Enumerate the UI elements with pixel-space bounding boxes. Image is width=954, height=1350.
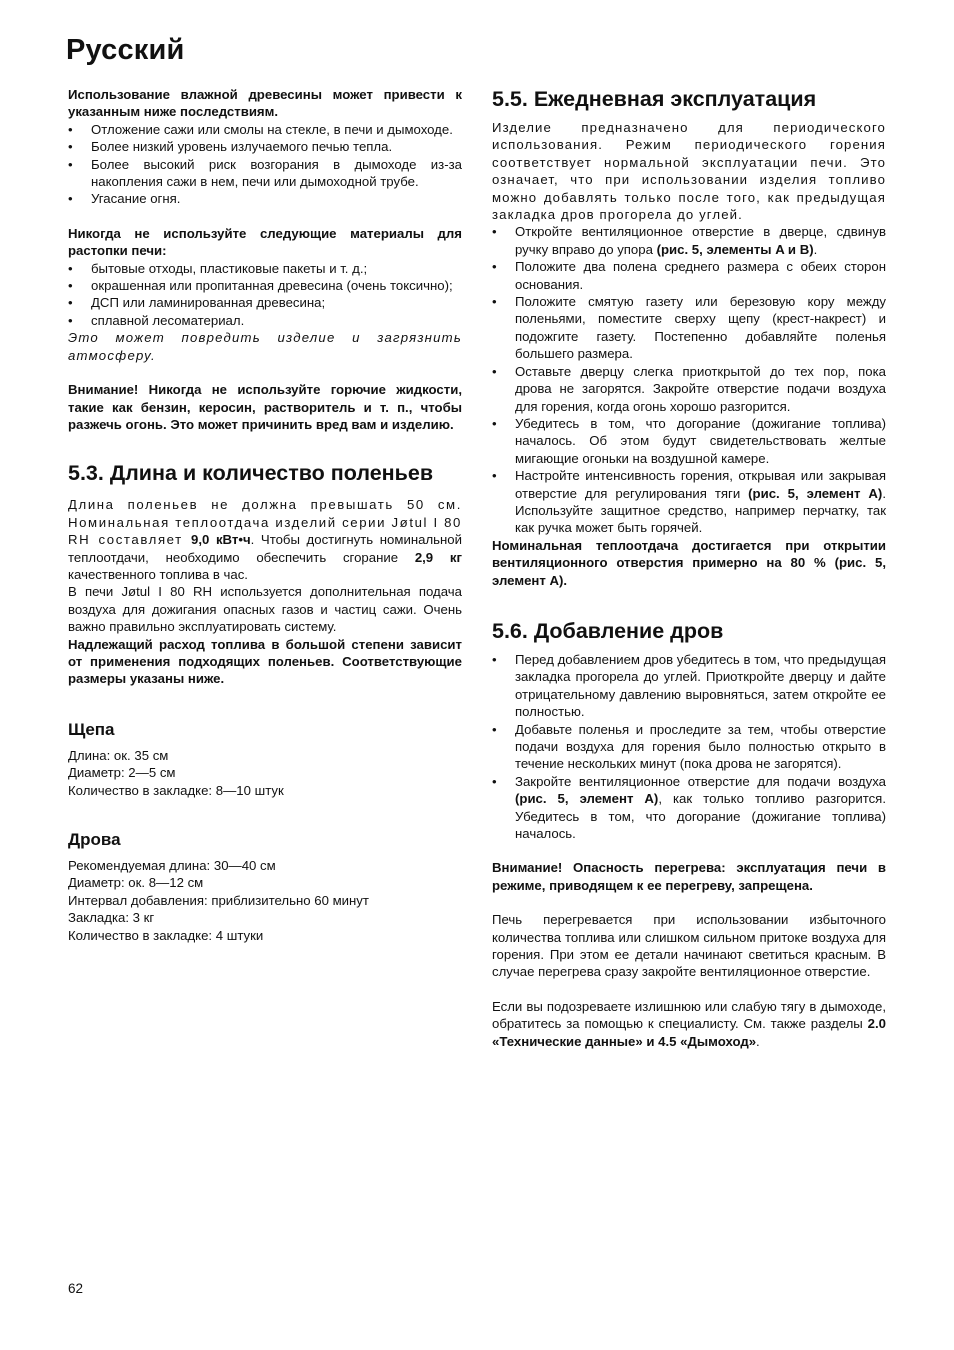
spec-line: Количество в закладке: 8—10 штук <box>68 782 284 798</box>
section-5-5-intro: Изделие предназначено для периодического использования. Режим периодического горения соответствует нормальной эксплуатации печи. Это означает, что при использовании изделия топливо можно добавлять только после того, как предыдущая закладка дров прогорела до углей. <box>492 120 886 223</box>
spec-line: Количество в закладке: 4 штуки <box>68 927 264 943</box>
list-item: • сплавной лесоматериал. <box>68 312 462 329</box>
list-item: • Более высокий риск возгорания в дымоходе из-за накопления сажи в нем, печи или дымоходной трубе. <box>68 156 462 191</box>
kindling-title: Щепа <box>68 719 115 739</box>
list-item: • Настройте интенсивность горения, открывая или закрывая отверстие для регулирования тяги (рис. 5, элемент A). Используйте защитное средство, например перчатку, так как ручка может быть горячей. <box>492 467 886 537</box>
spec-line: Интервал добавления: приблизительно 60 минут <box>68 892 369 908</box>
list-item: • Перед добавлением дров убедитесь в том, что предыдущая закладка прогорела до углей. Приоткройте дверцу и дайте отрицательному давлению выровняться, затем откройте ее полностью. <box>492 651 886 721</box>
list-item: • Положите смятую газету или березовую кору между поленьями, поместите сверху щепу (крест-накрест) и подожгите газету. Постепенно добавляйте поленья большего размера. <box>492 293 886 363</box>
wet-wood-list <box>68 121 462 208</box>
overheat-warning: Внимание! Опасность перегрева: эксплуатация печи в режиме, приводящем к ее перегреву, запрещена. <box>492 860 886 893</box>
section-5-6-list <box>492 651 886 842</box>
list-item: • Оставьте дверцу слегка приоткрытой до тех пор, пока дрова не загорятся. Закройте отверстие подачи воздуха для горения, когда огонь хорошо разгорится. <box>492 363 886 415</box>
list-item: • бытовые отходы, пластиковые пакеты и т. д.; <box>68 260 462 277</box>
chimney-draft-paragraph: Если вы подозреваете излишнюю или слабую тягу в дымоходе, обратитесь за помощью к специалисту. См. также разделы 2.0 «Технические данные» и 4.5 «Дымоход». <box>492 998 886 1049</box>
section-5-5-list <box>492 223 886 536</box>
list-item: • ДСП или ламинированная древесина; <box>68 294 462 311</box>
right-column <box>492 86 886 1050</box>
damage-note: Это может повредить изделие и загрязнить атмосферу. <box>68 330 462 363</box>
section-5-3-paragraph-3: Надлежащий расход топлива в большой степени зависит от применения подходящих поленьев. Соответствующие размеры указаны ниже. <box>68 636 462 687</box>
spec-line: Диаметр: 2—5 см <box>68 765 176 781</box>
section-5-3-paragraph-2: В печи Jøtul I 80 RH используется дополнительная подача воздуха для дожигания опасных газов и частиц сажи. Очень важно правильно эксплуатировать систему. <box>68 584 462 635</box>
never-use-heading: Никогда не используйте следующие материалы для растопки печи: <box>68 225 462 259</box>
list-item: • Убедитесь в том, что догорание (дожигание топлива) началось. Об этом будут свидетельствовать желтые мигающие огоньки на воздушной камере. <box>492 415 886 467</box>
list-item: • Откройте вентиляционное отверстие в дверце, сдвинув ручку вправо до упора (рис. 5, элементы A и B). <box>492 223 886 258</box>
spec-line: Диаметр: ок. 8—12 см <box>68 875 204 891</box>
spec-line: Рекомендуемая длина: 30—40 см <box>68 858 276 873</box>
section-5-6-title: 5.6. Добавление дров <box>492 618 724 643</box>
page-number: 62 <box>68 1281 84 1296</box>
section-5-3-title: 5.3. Длина и количество поленьев <box>68 461 434 486</box>
list-item: • Отложение сажи или смолы на стекле, в печи и дымоходе. <box>68 121 462 138</box>
nominal-output-note: Номинальная теплоотдача достигается при открытии вентиляционного отверстия примерно на 80 % (рис. 5, элемент A). <box>492 537 886 588</box>
section-5-5-title: 5.5. Ежедневная эксплуатация <box>492 87 817 111</box>
wet-wood-heading: Использование влажной древесины может привести к указанным ниже последствиям. <box>68 87 462 120</box>
spec-line: Закладка: 3 кг <box>68 910 155 926</box>
overheat-paragraph: Печь перегревается при использовании избыточного количества топлива или слишком сильном притоке воздуха для горения. При этом ее детали начинают светиться красным. В случае перегрева сразу закройте вентиляционное отверстие. <box>492 912 886 980</box>
flammable-liquids-warning: Внимание! Никогда не используйте горючие жидкости, такие как бензин, керосин, растворитель и т. п., чтобы разжечь огонь. Это может причинить вред вам и изделию. <box>68 382 462 432</box>
never-use-list <box>68 260 462 330</box>
list-item: • Более низкий уровень излучаемого печью тепла. <box>68 138 462 155</box>
list-item: • Закройте вентиляционное отверстие для подачи воздуха (рис. 5, элемент A), как только топливо разгорится. Убедитесь в том, что догорание (дожигание топлива) началось. <box>492 773 886 843</box>
firewood-specs <box>68 857 462 944</box>
page-language-title: Русский <box>66 34 185 66</box>
left-column <box>68 86 462 944</box>
list-item: • Добавьте поленья и проследите за тем, чтобы отверстие подачи воздуха для горения было полностью открыто в течение нескольких минут (пока дрова не загорятся). <box>492 721 886 773</box>
list-item: • Угасание огня. <box>68 190 462 207</box>
firewood-title: Дрова <box>68 830 121 849</box>
spec-line: Длина: ок. 35 см <box>68 747 169 763</box>
list-item: • Положите два полена среднего размера с обеих сторон основания. <box>492 258 886 293</box>
list-item: • окрашенная или пропитанная древесина (очень токсично); <box>68 277 462 294</box>
kindling-specs <box>68 747 462 799</box>
section-5-3-paragraph-1: Длина поленьев не должна превышать 50 см. Номинальная теплоотдача изделий серии Jøtul I 80 RH составляет 9,0 кВт•ч. Чтобы достигнуть номинальной теплоотдачи, необходимо обеспечить сгорание 2,9 кг качественного топлива в час. <box>68 497 462 582</box>
